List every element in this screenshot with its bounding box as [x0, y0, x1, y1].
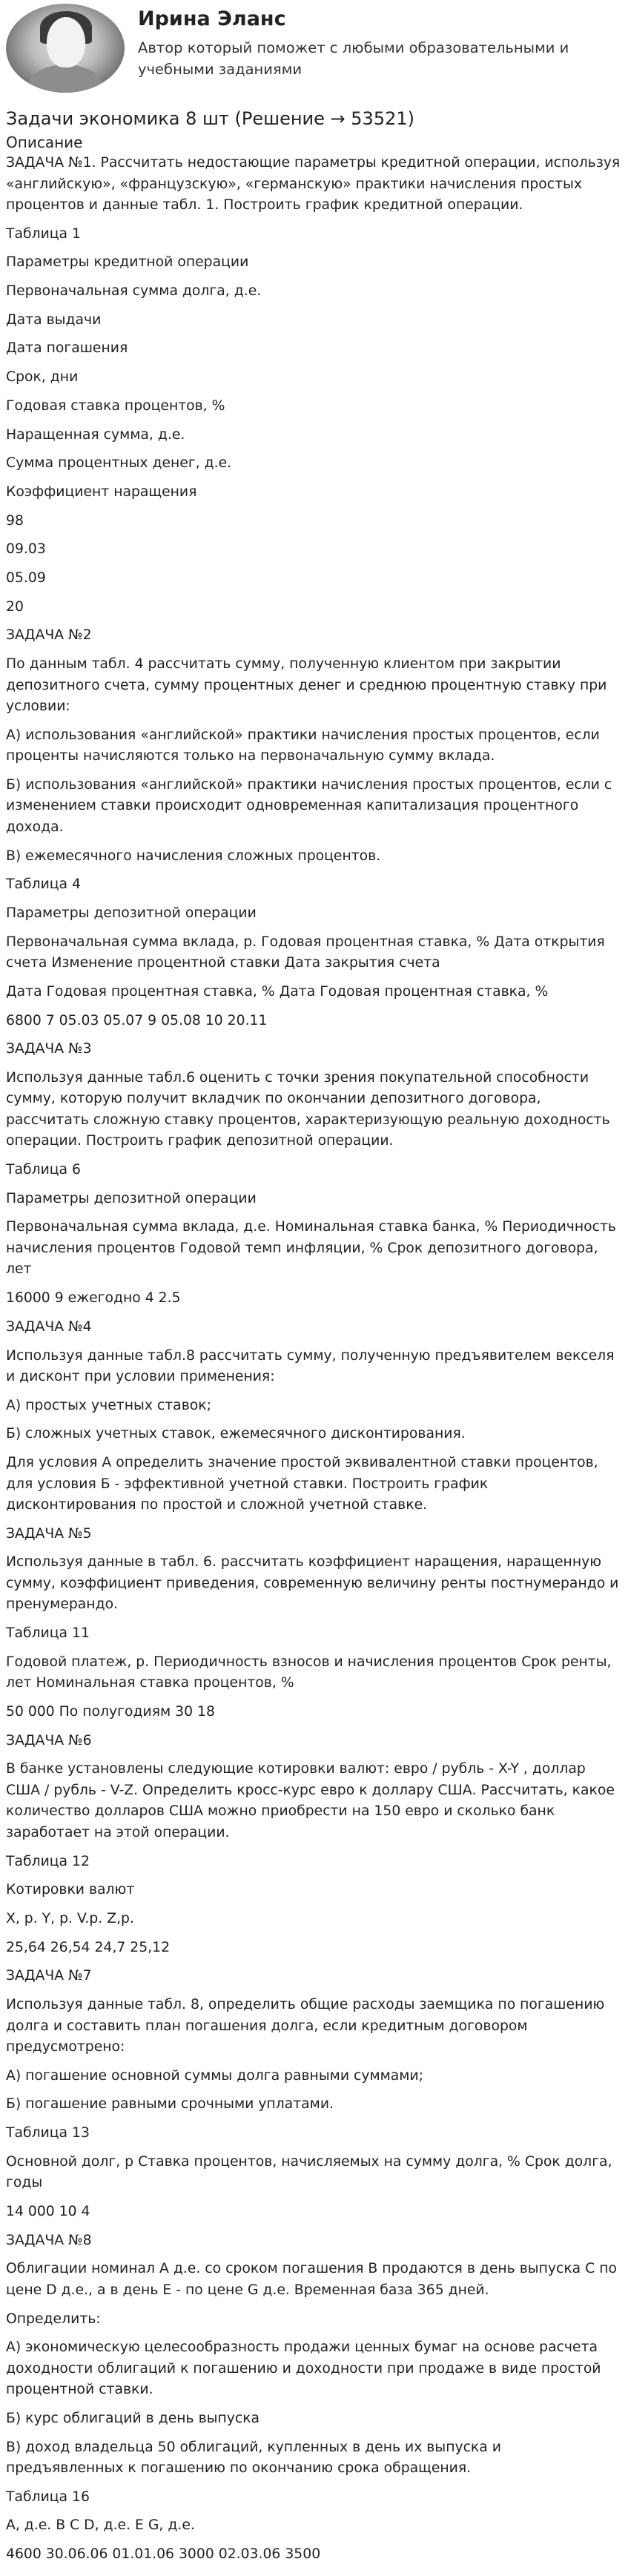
description-paragraph: Дата Годовая процентная ставка, % Дата Годовая процентная ставка, % [6, 983, 549, 1000]
description-paragraph: Таблица 12 [6, 1853, 90, 1869]
description-paragraph: ЗАДАЧА №2 [6, 627, 92, 644]
author-description: Автор который поможет с любыми образовательными и учебными заданиями [138, 39, 569, 78]
description-paragraph: ЗАДАЧА №1. Рассчитать недостающие параметры кредитной операции, используя «английскую», «французскую», «германскую» практики начисления простых процентов и данные табл. 1. Построить график кредитной операции. [6, 155, 621, 213]
description-paragraph: Таблица 6 [6, 1162, 81, 1178]
description-paragraph: Таблица 1 [6, 225, 81, 242]
description-paragraph: В) доход владельца 50 облигаций, купленных в день их выпуска и предъявленных к погашению по окончанию срока обращения. [6, 2439, 501, 2477]
description-paragraph: Таблица 16 [6, 2489, 90, 2505]
description-paragraph: 16000 9 ежегодно 4 2.5 [6, 1290, 181, 1307]
description-paragraph: Дата погашения [6, 340, 128, 357]
description-paragraph: X, р. Y, р. V.р. Z,р. [6, 1910, 134, 1926]
avatar-face-shape [47, 17, 85, 67]
description-paragraph: Параметры депозитной операции [6, 1190, 257, 1206]
description-paragraph: 20 [6, 598, 24, 615]
description-paragraph: В банке установлены следующие котировки валют: евро / рубль - X-Y , доллар США / рубль - V-Z. Определить кросс-курс евро к доллару США. Рассчитать, какое количество долларов США можно приобрести на 150 евро и сколько банк заработает на этой операции. [6, 1761, 615, 1840]
description-paragraph: ЗАДАЧА №4 [6, 1318, 92, 1335]
document-content [6, 106, 621, 2573]
description-paragraph: ЗАДАЧА №7 [6, 1968, 92, 1984]
author-name[interactable]: Ирина Эланс [138, 7, 286, 30]
description-body [6, 153, 621, 2566]
description-paragraph: Котировки валют [6, 1882, 135, 1898]
description-paragraph: 98 [6, 512, 24, 529]
description-paragraph: Первоначальная сумма долга, д.е. [6, 283, 262, 300]
description-paragraph: Для условия А определить значение простой эквивалентной ставки процентов, для условия Б - эффективной учетной ставки. Построить график дисконтирования по простой и сложной учетной ставке. [6, 1455, 598, 1513]
description-paragraph: А) простых учетных ставок; [6, 1397, 211, 1413]
description-paragraph: ЗАДАЧА №6 [6, 1732, 92, 1748]
description-paragraph: Наращенная сумма, д.е. [6, 426, 185, 443]
description-paragraph: Определить: [6, 2311, 101, 2327]
description-paragraph: Таблица 11 [6, 1625, 90, 1642]
description-paragraph: 4600 30.06.06 01.01.06 3000 02.03.06 3500 [6, 2546, 321, 2563]
page-title: Задачи экономика 8 шт (Решение → 53521) [6, 108, 414, 129]
description-paragraph: 6800 7 05.03 05.07 9 05.08 10 20.11 [6, 1012, 268, 1028]
description-paragraph: 09.03 [6, 541, 46, 558]
description-paragraph: Параметры депозитной операции [6, 905, 257, 921]
description-paragraph: Б) курс облигаций в день выпуска [6, 2410, 260, 2426]
description-paragraph: Б) использования «английской» практики начисления простых процентов, если с изменением ставки происходит одновременная капитализация процентного дохода. [6, 776, 612, 835]
description-paragraph: Основной долг, р Ставка процентов, начисляемых на сумму долга, % Срок долга, годы [6, 2153, 612, 2191]
description-paragraph: В) ежемесячного начисления сложных процентов. [6, 848, 381, 864]
description-paragraph: Годовая ставка процентов, % [6, 397, 225, 414]
description-paragraph: Облигации номинал А д.е. со сроком погашения В продаются в день выпуска С по цене D д.е., а в день Е - по цене G д.е. Временная база 365 дней. [6, 2261, 618, 2298]
avatar-body-shape [28, 65, 102, 93]
description-paragraph: Б) погашение равными срочными уплатами. [6, 2096, 334, 2113]
description-paragraph: Первоначальная сумма вклада, р. Годовая процентная ставка, % Дата открытия счета Изменение процентной ставки Дата закрытия счета [6, 934, 605, 971]
description-paragraph: Коэффициент наращения [6, 483, 197, 500]
description-paragraph: Срок, дни [6, 369, 79, 386]
description-paragraph: ЗАДАЧА №8 [6, 2232, 92, 2248]
description-paragraph: Сумма процентных денег, д.е. [6, 455, 232, 472]
description-paragraph: 50 000 По полугодиям 30 18 [6, 1704, 215, 1720]
description-paragraph: А) использования «английской» практики начисления простых процентов, если проценты начисляются только на первоначальную сумму вклада. [6, 727, 600, 764]
description-paragraph: Параметры кредитной операции [6, 254, 249, 271]
description-paragraph: ЗАДАЧА №3 [6, 1041, 92, 1057]
description-paragraph: ЗАДАЧА №5 [6, 1525, 92, 1542]
description-paragraph: Таблица 13 [6, 2125, 90, 2141]
description-paragraph: А) погашение основной суммы долга равными суммами; [6, 2067, 423, 2084]
description-paragraph: А) экономическую целесообразность продажи ценных бумаг на основе расчета доходности облигаций к погашению и доходности при продаже в виде простой процентной ставки. [6, 2339, 601, 2398]
description-paragraph: Б) сложных учетных ставок, ежемесячного дисконтирования. [6, 1426, 466, 1442]
description-paragraph: 05.09 [6, 569, 46, 586]
description-paragraph: 14 000 10 4 [6, 2203, 90, 2219]
description-paragraph: А, д.е. В С D, д.е. E G, д.е. [6, 2517, 195, 2534]
description-paragraph: Используя данные в табл. 6. рассчитать коэффициент наращения, наращенную сумму, коэффициент приведения, современную величину ренты постнумерандо и пренумерандо. [6, 1554, 619, 1613]
avatar[interactable] [6, 4, 125, 93]
author-header [0, 0, 628, 96]
description-paragraph: Годовой платеж, р. Периодичность взносов и начисления процентов Срок ренты, лет Номинальная ставка процентов, % [6, 1654, 612, 1691]
description-paragraph: Первоначальная сумма вклада, д.е. Номинальная ставка банка, % Периодичность начисления процентов Годовой темп инфляции, % Срок депозитного договора, лет [6, 1219, 616, 1278]
description-paragraph: Используя данные табл.6 оценить с точки зрения покупательной способности сумму, которую получит вкладчик по окончании депозитного договора, рассчитать сложную ставку процентов, характеризующую реальную доходность операции. Построить график депозитной операции. [6, 1069, 610, 1149]
description-paragraph: По данным табл. 4 рассчитать сумму, полученную клиентом при закрытии депозитного счета, сумму процентных денег и среднюю процентную ставку при условии: [6, 656, 607, 714]
description-paragraph: Таблица 4 [6, 876, 81, 893]
description-paragraph: Дата выдачи [6, 311, 102, 328]
description-paragraph: 25,64 26,54 24,7 25,12 [6, 1939, 171, 1955]
description-label: Описание [6, 133, 83, 151]
description-paragraph: Используя данные табл.8 рассчитать сумму, полученную предъявителем векселя и дисконт при условии применения: [6, 1347, 615, 1384]
description-paragraph: Используя данные табл. 8, определить общие расходы заемщика по погашению долга и составить план погашения долга, если кредитным договором предусмотрено: [6, 1997, 605, 2055]
